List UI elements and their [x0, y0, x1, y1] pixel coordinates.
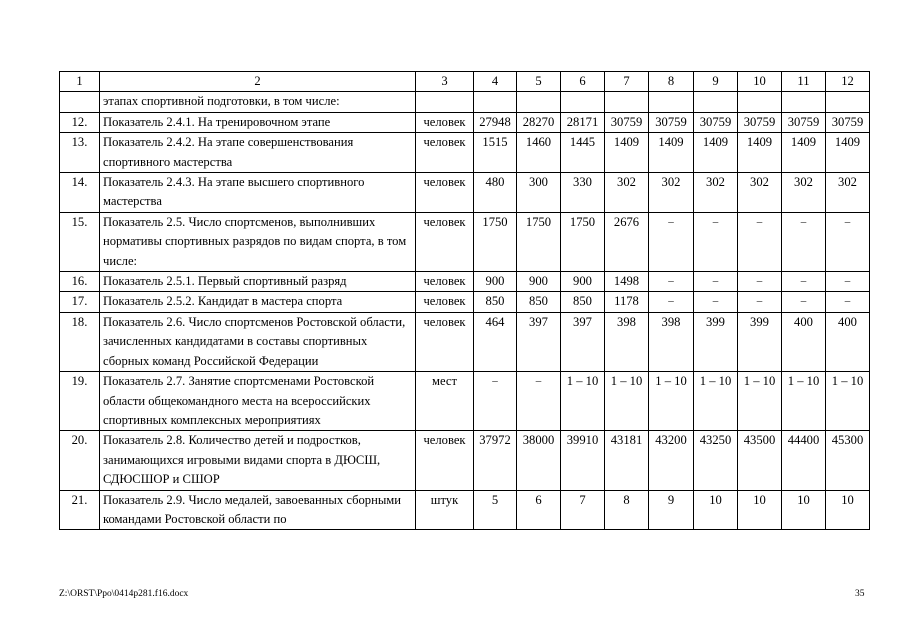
value-cell: –	[782, 292, 826, 312]
table-row	[60, 272, 870, 292]
value-cell: 398	[649, 312, 694, 371]
value-cell: –	[649, 272, 694, 292]
value-cell: 39910	[561, 431, 605, 490]
header-cell: 4	[474, 72, 517, 92]
value-cell: 397	[561, 312, 605, 371]
indicator-description: Показатель 2.9. Число медалей, завоеванных сборными командами Ростовской области по	[100, 490, 416, 530]
unit-cell: человек	[416, 292, 474, 312]
row-number: 13.	[60, 133, 100, 173]
value-cell: 1515	[474, 133, 517, 173]
value-cell: –	[826, 272, 870, 292]
value-cell: 900	[474, 272, 517, 292]
header-cell: 3	[416, 72, 474, 92]
value-cell: 30759	[738, 112, 782, 132]
row-number: 18.	[60, 312, 100, 371]
header-cell: 11	[782, 72, 826, 92]
value-cell: 27948	[474, 112, 517, 132]
indicator-description: Показатель 2.5.2. Кандидат в мастера спорта	[100, 292, 416, 312]
value-cell: 1409	[694, 133, 738, 173]
header-row	[60, 72, 870, 92]
value-cell: –	[649, 212, 694, 271]
value-cell: –	[826, 292, 870, 312]
value-cell: 43250	[694, 431, 738, 490]
page-number: 35	[855, 589, 865, 599]
header-cell: 9	[694, 72, 738, 92]
continuation-row	[60, 92, 870, 112]
value-cell: 1 – 10	[782, 372, 826, 431]
value-cell: 302	[738, 173, 782, 213]
header-cell: 5	[517, 72, 561, 92]
unit-cell: человек	[416, 272, 474, 292]
value-cell: 302	[649, 173, 694, 213]
header-cell: 2	[100, 72, 416, 92]
value-cell: 302	[605, 173, 649, 213]
row-number: 21.	[60, 490, 100, 530]
value-cell: 850	[561, 292, 605, 312]
row-number: 14.	[60, 173, 100, 213]
value-cell: 302	[694, 173, 738, 213]
value-cell: 302	[782, 173, 826, 213]
value-cell: 1 – 10	[561, 372, 605, 431]
value-cell: 1 – 10	[649, 372, 694, 431]
value-cell: 43181	[605, 431, 649, 490]
value-cell: 900	[561, 272, 605, 292]
indicator-description: Показатель 2.4.2. На этапе совершенствования спортивного мастерства	[100, 133, 416, 173]
value-cell: 1 – 10	[605, 372, 649, 431]
unit-cell: мест	[416, 372, 474, 431]
value-cell: 44400	[782, 431, 826, 490]
header-cell: 6	[561, 72, 605, 92]
value-cell: 45300	[826, 431, 870, 490]
value-cell: 1 – 10	[826, 372, 870, 431]
table-row	[60, 372, 870, 431]
value-cell: –	[649, 292, 694, 312]
unit-cell: человек	[416, 312, 474, 371]
value-cell: 1409	[738, 133, 782, 173]
header-cell: 1	[60, 72, 100, 92]
value-cell: 30759	[649, 112, 694, 132]
value-cell: 1409	[782, 133, 826, 173]
value-cell: 1498	[605, 272, 649, 292]
row-number: 17.	[60, 292, 100, 312]
header-cell: 7	[605, 72, 649, 92]
value-cell: 1750	[474, 212, 517, 271]
value-cell: 900	[517, 272, 561, 292]
indicator-description: Показатель 2.4.3. На этапе высшего спортивного мастерства	[100, 173, 416, 213]
value-cell: 1409	[649, 133, 694, 173]
value-cell: 1750	[561, 212, 605, 271]
indicator-description: Показатель 2.8. Количество детей и подростков, занимающихся игровыми видами спорта в ДЮСШ, СДЮСШОР и СШОР	[100, 431, 416, 490]
value-cell: 5	[474, 490, 517, 530]
value-cell: 1445	[561, 133, 605, 173]
value-cell: 1 – 10	[738, 372, 782, 431]
table-row	[60, 112, 870, 132]
value-cell: 1750	[517, 212, 561, 271]
value-cell: 1409	[605, 133, 649, 173]
value-cell: 400	[782, 312, 826, 371]
header-cell: 8	[649, 72, 694, 92]
value-cell: –	[517, 372, 561, 431]
continuation-text: этапах спортивной подготовки, в том числе:	[100, 92, 416, 112]
header-cell: 12	[826, 72, 870, 92]
table-row	[60, 133, 870, 173]
table-body	[60, 72, 870, 530]
value-cell: 8	[605, 490, 649, 530]
indicator-description: Показатель 2.7. Занятие спортсменами Ростовской области общекомандного места на всероссийских спортивных комплексных мероприятиях	[100, 372, 416, 431]
unit-cell: человек	[416, 431, 474, 490]
table-row	[60, 292, 870, 312]
value-cell: –	[694, 272, 738, 292]
value-cell: 330	[561, 173, 605, 213]
value-cell: –	[694, 292, 738, 312]
value-cell: 1460	[517, 133, 561, 173]
table-row	[60, 173, 870, 213]
value-cell: 37972	[474, 431, 517, 490]
value-cell: –	[738, 212, 782, 271]
value-cell: 10	[738, 490, 782, 530]
value-cell: –	[782, 212, 826, 271]
value-cell: 7	[561, 490, 605, 530]
indicator-description: Показатель 2.4.1. На тренировочном этапе	[100, 112, 416, 132]
value-cell: 399	[738, 312, 782, 371]
value-cell: 1 – 10	[694, 372, 738, 431]
value-cell: 300	[517, 173, 561, 213]
value-cell: 6	[517, 490, 561, 530]
value-cell: 398	[605, 312, 649, 371]
row-number: 12.	[60, 112, 100, 132]
value-cell: –	[474, 372, 517, 431]
table-row	[60, 490, 870, 530]
value-cell: –	[694, 212, 738, 271]
unit-cell: человек	[416, 112, 474, 132]
value-cell: 30759	[694, 112, 738, 132]
value-cell: 2676	[605, 212, 649, 271]
row-number: 20.	[60, 431, 100, 490]
value-cell: 28171	[561, 112, 605, 132]
value-cell: 10	[782, 490, 826, 530]
value-cell: 850	[474, 292, 517, 312]
value-cell: 43200	[649, 431, 694, 490]
table-row	[60, 431, 870, 490]
unit-cell: человек	[416, 173, 474, 213]
header-cell: 10	[738, 72, 782, 92]
value-cell: –	[738, 272, 782, 292]
indicator-description: Показатель 2.5.1. Первый спортивный разряд	[100, 272, 416, 292]
value-cell: 1178	[605, 292, 649, 312]
value-cell: 38000	[517, 431, 561, 490]
table-row	[60, 212, 870, 271]
unit-cell: человек	[416, 212, 474, 271]
unit-cell: человек	[416, 133, 474, 173]
value-cell: 480	[474, 173, 517, 213]
value-cell: 28270	[517, 112, 561, 132]
value-cell: 302	[826, 173, 870, 213]
row-number: 15.	[60, 212, 100, 271]
table-row	[60, 312, 870, 371]
value-cell: –	[782, 272, 826, 292]
value-cell: –	[826, 212, 870, 271]
value-cell: 30759	[826, 112, 870, 132]
row-number: 19.	[60, 372, 100, 431]
value-cell: –	[738, 292, 782, 312]
row-number: 16.	[60, 272, 100, 292]
indicator-description: Показатель 2.6. Число спортсменов Ростовской области, зачисленных кандидатами в составы спортивных сборных команд Российской Федерации	[100, 312, 416, 371]
value-cell: 400	[826, 312, 870, 371]
indicators-table	[59, 71, 870, 530]
value-cell: 43500	[738, 431, 782, 490]
value-cell: 1409	[826, 133, 870, 173]
value-cell: 399	[694, 312, 738, 371]
value-cell: 30759	[782, 112, 826, 132]
value-cell: 464	[474, 312, 517, 371]
value-cell: 10	[826, 490, 870, 530]
footer-file-path: Z:\ORST\Ppo\0414p281.f16.docx	[59, 589, 189, 599]
indicator-description: Показатель 2.5. Число спортсменов, выполнивших нормативы спортивных разрядов по видам спорта, в том числе:	[100, 212, 416, 271]
value-cell: 850	[517, 292, 561, 312]
value-cell: 397	[517, 312, 561, 371]
value-cell: 9	[649, 490, 694, 530]
value-cell: 30759	[605, 112, 649, 132]
unit-cell: штук	[416, 490, 474, 530]
value-cell: 10	[694, 490, 738, 530]
